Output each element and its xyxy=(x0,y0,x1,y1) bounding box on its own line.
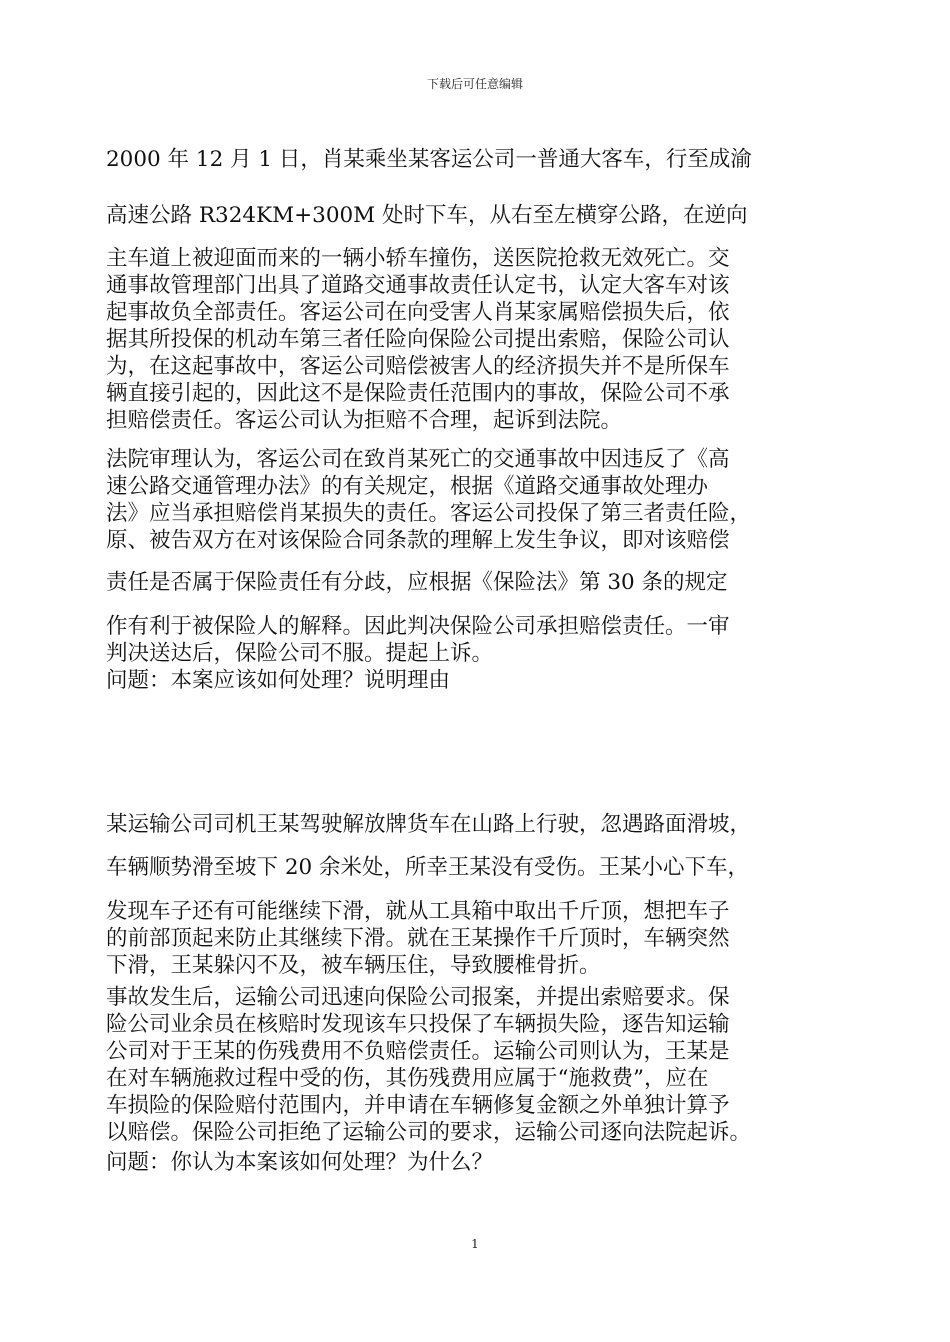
case-1-line: 责任是否属于保险责任有分歧，应根据《保险法》第 30 条的规定 xyxy=(106,570,728,595)
case-1-question: 问题：本案应该如何处理？说明理由 xyxy=(106,668,451,693)
case-2-line: 在对车辆施救过程中受的伤，其伤残费用应属于“施救费”，应在 xyxy=(106,1066,709,1091)
case-2-line: 险公司业余员在核赔时发现该车只投保了车辆损失险，逐告知运输 xyxy=(106,1012,730,1037)
page-header: 下载后可任意编辑 xyxy=(426,77,523,91)
case-2-line: 发现车子还有可能继续下滑，就从工具箱中取出千斤顶，想把车子 xyxy=(106,899,730,924)
case-2-line: 公司对于王某的伤残费用不负赔偿责任。运输公司则认为，王某是 xyxy=(106,1039,730,1064)
case-2-line: 的前部顶起来防止其继续下滑。就在王某操作千斤顶时，车辆突然 xyxy=(106,926,730,951)
case-2-line: 以赔偿。保险公司拒绝了运输公司的要求，运输公司逐向法院起诉。 xyxy=(106,1120,752,1145)
case-1-line: 为，在这起事故中，客运公司赔偿被害人的经济损失并不是所保车 xyxy=(106,354,730,379)
case-1-line: 法》应当承担赔偿肖某损失的责任。客运公司投保了第三者责任险， xyxy=(106,501,752,526)
case-1-line: 速公路交通管理办法》的有关规定，根据《道路交通事故处理办 xyxy=(106,474,709,499)
case-1-line: 辆直接引起的，因此这不是保险责任范围内的事故，保险公司不承 xyxy=(106,381,730,406)
case-1-line: 通事故管理部门出具了道路交通事故责任认定书，认定大客车对该 xyxy=(106,273,730,298)
case-1-line: 起事故负全部责任。客运公司在向受害人肖某家属赔偿损失后，依 xyxy=(106,300,730,325)
case-1-line: 主车道上被迎面而来的一辆小轿车撞伤，送医院抢救无效死亡。交 xyxy=(106,246,730,271)
case-1-line: 担赔偿责任。客运公司认为拒赔不合理，起诉到法院。 xyxy=(106,408,623,433)
case-2-question: 问题：你认为本案该如何处理？为什么？ xyxy=(106,1150,494,1175)
case-1-line: 高速公路 R324KM+300M 处时下车，从右至左横穿公路，在逆向 xyxy=(106,203,748,228)
case-2-line: 下滑，王某躲闪不及，被车辆压住，导致腰椎骨折。 xyxy=(106,953,601,978)
case-1-line: 据其所投保的机动车第三者任险向保险公司提出索赔，保险公司认 xyxy=(106,327,730,352)
case-2-line: 某运输公司司机王某驾驶解放牌货车在山路上行驶，忽遇路面滑坡， xyxy=(106,812,752,837)
page-number: 1 xyxy=(471,1237,479,1251)
case-1-line: 法院审理认为，客运公司在致肖某死亡的交通事故中因违反了《高 xyxy=(106,447,730,472)
case-1-line: 原、被告双方在对该保险合同条款的理解上发生争议，即对该赔偿 xyxy=(106,528,730,553)
case-1-line: 判决送达后，保险公司不服。提起上诉。 xyxy=(106,641,494,666)
case-1-line: 2000 年 12 月 1 日，肖某乘坐某客运公司一普通大客车，行至成渝 xyxy=(106,147,752,172)
case-2-line: 车损险的保险赔付范围内，并申请在车辆修复金额之外单独计算予 xyxy=(106,1093,730,1118)
case-2-line: 事故发生后，运输公司迅速向保险公司报案，并提出索赔要求。保 xyxy=(106,985,730,1010)
case-1-line: 作有利于被保险人的解释。因此判决保险公司承担赔偿责任。一审 xyxy=(106,614,730,639)
case-2-line: 车辆顺势滑至坡下 20 余米处，所幸王某没有受伤。王某小心下车， xyxy=(106,855,750,880)
